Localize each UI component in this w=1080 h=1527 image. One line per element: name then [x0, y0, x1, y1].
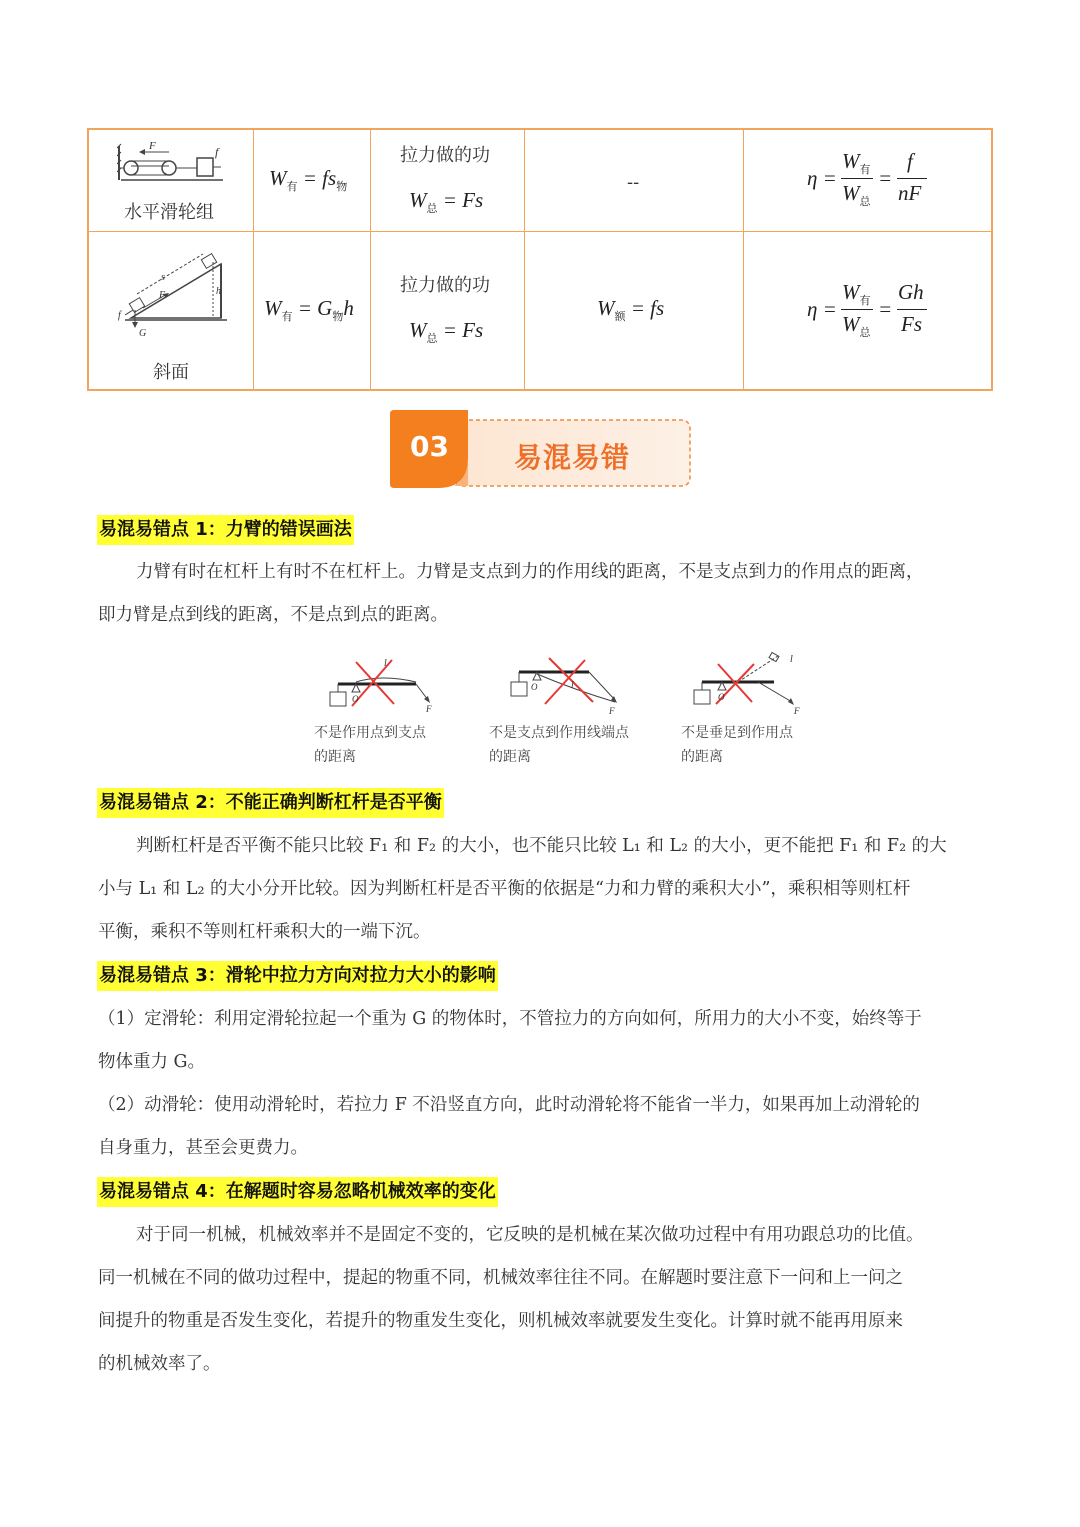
lever-label-F: F: [426, 704, 432, 714]
lever-figure-1: [322, 652, 442, 714]
lever-label-O: O: [718, 692, 725, 702]
lever-label-O: O: [531, 682, 538, 692]
table-column-divider: [524, 130, 525, 389]
table-column-divider: [743, 130, 744, 389]
horizontal-pulley-diagram: [117, 138, 225, 184]
eff-numerator: $W_有$: [842, 149, 871, 177]
extra-work-empty: --: [627, 172, 640, 193]
table-column-divider: [370, 130, 371, 389]
total-work-caption: 拉力做的功: [400, 145, 490, 166]
useful-work-formula: $W_有 = G_物h$: [264, 296, 354, 323]
section-2-line: 判断杠杆是否平衡不能只比较 F₁ 和 F₂ 的大小，也不能只比较 L₁ 和 L₂ 的大小，更不能把 F₁ 和 F₂ 的大: [136, 836, 947, 856]
table-column-divider: [253, 130, 254, 389]
section-4-line: 同一机械在不同的做功过程中，提起的物重不同，机械效率往往不同。在解题时要注意下一问和上一问之: [98, 1268, 903, 1288]
diagram-label-F: F: [149, 140, 156, 152]
lever-label-F: F: [794, 706, 800, 716]
section-heading-2: 易混易错点 2：不能正确判断杠杆是否平衡: [97, 788, 444, 818]
lever-caption-2: 不是支点到作用线端点 的距离: [489, 725, 629, 765]
section-1-line: 力臂有时在杠杆上有时不在杠杆上。力臂是支点到力的作用线的距离，不是支点到力的作用点的距离，: [136, 562, 924, 582]
lever-caption-1: 不是作用点到支点 的距离: [314, 725, 426, 765]
table-row-divider: [89, 231, 991, 232]
lever-label-l: l: [790, 654, 793, 665]
diagram-label-G: G: [139, 328, 147, 338]
mechanism-label: 斜面: [153, 362, 189, 383]
diagram-label-h: h: [216, 286, 221, 297]
diagram-label-f: f: [118, 310, 121, 321]
incline-diagram: [117, 242, 229, 338]
extra-work-formula: $W_额$ = fs: [597, 296, 665, 323]
eff-numerator: $W_有$: [842, 280, 871, 308]
total-work-formula: $W_总 = Fs$: [409, 188, 484, 215]
section-heading-3: 易混易错点 3：滑轮中拉力方向对拉力大小的影响: [97, 961, 498, 991]
section-3-line: 自身重力，甚至会更费力。: [98, 1138, 308, 1158]
section-4-line: 的机械效率了。: [98, 1354, 221, 1374]
lever-figure-3: [688, 650, 810, 716]
diagram-label-s: s: [161, 272, 165, 283]
lever-label-l: l: [384, 658, 387, 669]
lever-label-F: F: [609, 706, 615, 716]
total-work-formula: $W_总 = Fs$: [409, 318, 484, 345]
section-1-line: 即力臂是点到线的距离，不是点到点的距离。: [98, 605, 448, 625]
section-4-line: 间提升的物重是否发生变化，若提升的物重发生变化，则机械效率就要发生变化。计算时就不能再用原来: [98, 1311, 903, 1331]
section-3-line: （1）定滑轮：利用定滑轮拉起一个重为 G 的物体时，不管拉力的方向如何，所用力的大小不变，始终等于: [98, 1009, 922, 1029]
lever-figure-2: [505, 656, 625, 718]
lever-label-O: O: [352, 694, 359, 704]
lever-caption-3: 不是垂足到作用点 的距离: [681, 725, 793, 765]
section-2-line: 小与 L₁ 和 L₂ 的大小分开比较。因为判断杠杆是否平衡的依据是“力和力臂的乘积大小”，乘积相等则杠杆: [98, 879, 911, 899]
diagram-label-f: f: [215, 145, 219, 159]
section-2-line: 平衡，乘积不等则杠杆乘积大的一端下沉。: [98, 922, 431, 942]
section-heading-1: 易混易错点 1：力臂的错误画法: [97, 515, 354, 545]
useful-work-formula: $W_有 = fs_物$: [269, 166, 348, 193]
section-4-line: 对于同一机械，机械效率并不是固定不变的，它反映的是机械在某次做功过程中有用功跟总功的比值。: [136, 1225, 924, 1245]
section-heading-4: 易混易错点 4：在解题时容易忽略机械效率的变化: [97, 1177, 498, 1207]
mechanism-label: 水平滑轮组: [124, 202, 214, 223]
section-3-line: 物体重力 G。: [98, 1052, 206, 1072]
eff-denominator: $W_总$: [842, 181, 871, 209]
banner-title: 易混易错: [514, 441, 631, 474]
banner-number: 03: [410, 430, 449, 463]
section-3-line: （2）动滑轮：使用动滑轮时，若拉力 F 不沿竖直方向，此时动滑轮将不能省一半力，如果再加上动滑轮的: [98, 1095, 920, 1115]
lever-label-l: l: [571, 680, 574, 691]
diagram-label-F: F: [159, 290, 166, 301]
mechanism-work-table: F f 水平滑轮组 $W_有 = fs_物$ 拉力做的功 $W_总 = Fs$ -- η = $W_有$ $W_总$ = f nF s F h f G 斜面 $W_有 = G_物h$ 拉力做的功 $W_总 = Fs$ $W_额$ = fs η = $W_有$ $W_总$ = Gh Fs: [87, 128, 993, 391]
total-work-caption: 拉力做的功: [400, 275, 490, 296]
eff-denominator: $W_总$: [842, 312, 871, 340]
section-banner: [388, 408, 693, 490]
